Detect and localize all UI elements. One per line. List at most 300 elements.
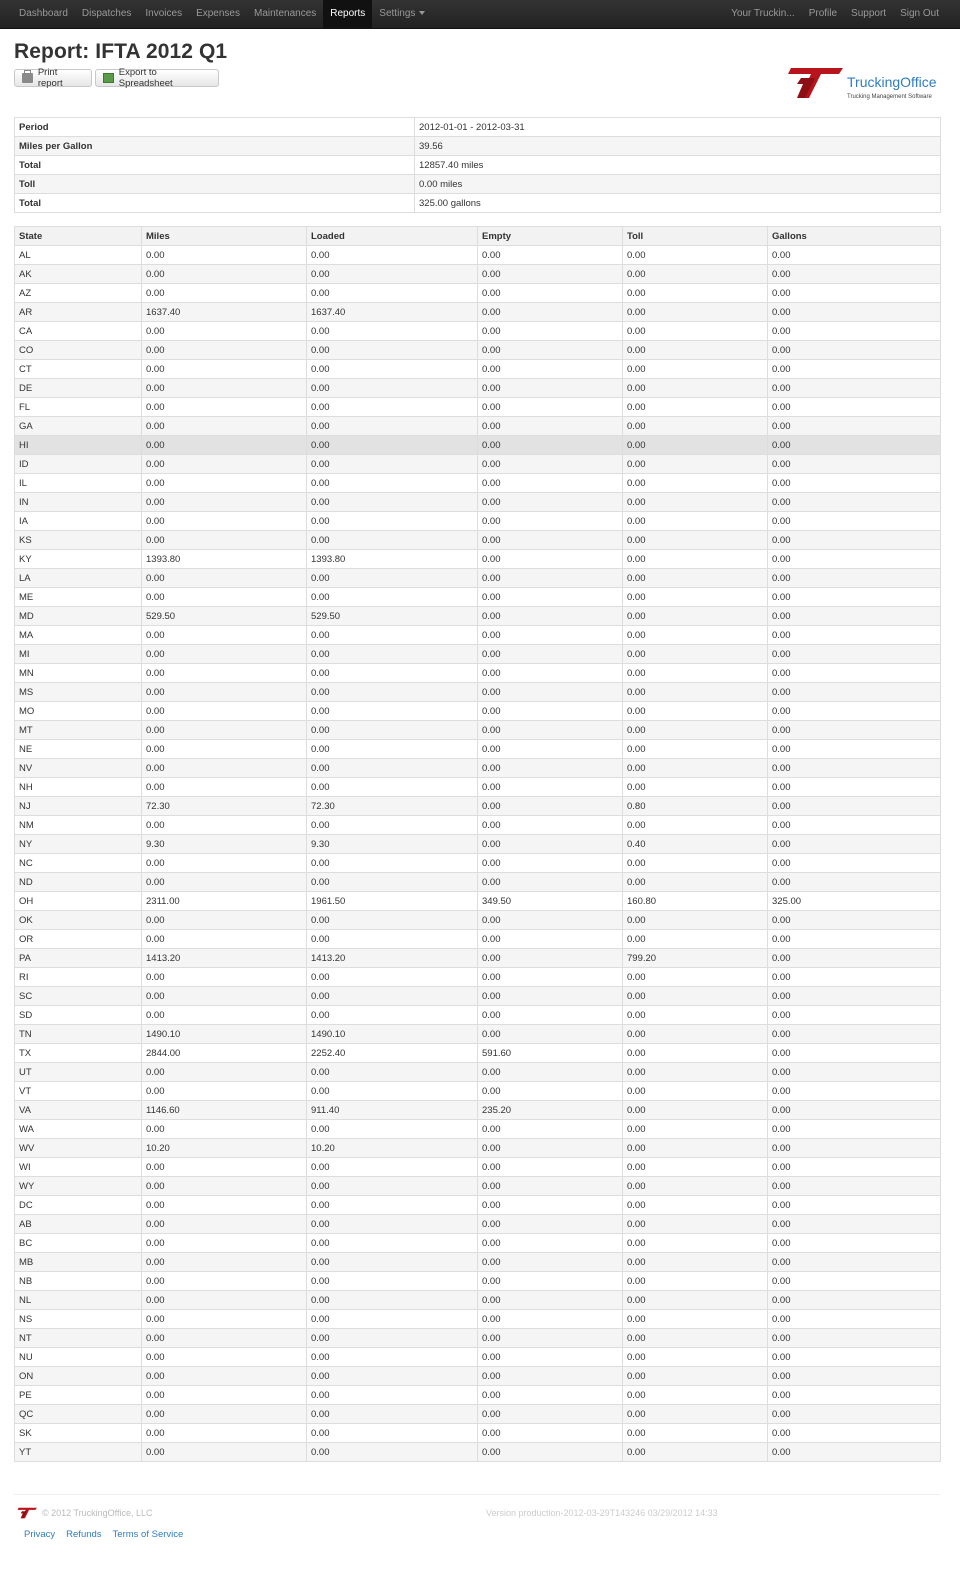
cell-toll: 0.00 bbox=[623, 1329, 768, 1348]
table-row bbox=[15, 759, 941, 778]
cell-toll: 0.00 bbox=[623, 1025, 768, 1044]
cell-state: NB bbox=[15, 1272, 142, 1291]
cell-loaded: 0.00 bbox=[307, 284, 478, 303]
cell-miles: 2311.00 bbox=[142, 892, 307, 911]
cell-toll: 0.00 bbox=[623, 930, 768, 949]
table-row bbox=[15, 1291, 941, 1310]
logo-mark-icon bbox=[785, 66, 845, 100]
nav-dashboard[interactable]: Dashboard bbox=[19, 8, 68, 19]
table-row bbox=[15, 892, 941, 911]
cell-empty: 0.00 bbox=[478, 835, 623, 854]
cell-state: KS bbox=[15, 531, 142, 550]
summary-label: Total bbox=[15, 194, 415, 213]
nav-support[interactable]: Support bbox=[851, 8, 887, 19]
table-row bbox=[15, 512, 941, 531]
cell-toll: 0.00 bbox=[623, 1234, 768, 1253]
cell-state: NH bbox=[15, 778, 142, 797]
cell-state: AR bbox=[15, 303, 142, 322]
cell-miles: 0.00 bbox=[142, 1367, 307, 1386]
cell-miles: 1413.20 bbox=[142, 949, 307, 968]
cell-gallons: 0.00 bbox=[768, 949, 941, 968]
cell-state: NM bbox=[15, 816, 142, 835]
nav-settings-dropdown[interactable] bbox=[372, 0, 432, 28]
cell-miles: 9.30 bbox=[142, 835, 307, 854]
summary-row bbox=[15, 175, 941, 194]
cell-miles: 0.00 bbox=[142, 417, 307, 436]
cell-toll: 0.00 bbox=[623, 740, 768, 759]
cell-state: SD bbox=[15, 1006, 142, 1025]
cell-miles: 0.00 bbox=[142, 683, 307, 702]
column-header-gallons: Gallons bbox=[768, 227, 941, 246]
cell-miles: 0.00 bbox=[142, 1082, 307, 1101]
cell-state: OR bbox=[15, 930, 142, 949]
cell-empty: 0.00 bbox=[478, 626, 623, 645]
table-row bbox=[15, 341, 941, 360]
cell-loaded: 0.00 bbox=[307, 626, 478, 645]
cell-miles: 1146.60 bbox=[142, 1101, 307, 1120]
table-row bbox=[15, 607, 941, 626]
cell-empty: 0.00 bbox=[478, 911, 623, 930]
cell-miles: 0.00 bbox=[142, 1291, 307, 1310]
cell-gallons: 0.00 bbox=[768, 1424, 941, 1443]
cell-gallons: 0.00 bbox=[768, 968, 941, 987]
cell-toll: 0.00 bbox=[623, 246, 768, 265]
cell-gallons: 0.00 bbox=[768, 797, 941, 816]
cell-miles: 0.00 bbox=[142, 474, 307, 493]
cell-loaded: 0.00 bbox=[307, 1386, 478, 1405]
cell-miles: 0.00 bbox=[142, 284, 307, 303]
cell-loaded: 0.00 bbox=[307, 1310, 478, 1329]
cell-loaded: 0.00 bbox=[307, 455, 478, 474]
cell-empty: 349.50 bbox=[478, 892, 623, 911]
cell-gallons: 0.00 bbox=[768, 626, 941, 645]
table-row bbox=[15, 322, 941, 341]
table-row bbox=[15, 1329, 941, 1348]
cell-state: NS bbox=[15, 1310, 142, 1329]
cell-miles: 0.00 bbox=[142, 512, 307, 531]
cell-miles: 1637.40 bbox=[142, 303, 307, 322]
cell-loaded: 0.00 bbox=[307, 417, 478, 436]
cell-miles: 0.00 bbox=[142, 1386, 307, 1405]
cell-loaded: 0.00 bbox=[307, 645, 478, 664]
cell-miles: 0.00 bbox=[142, 569, 307, 588]
cell-toll: 0.00 bbox=[623, 1120, 768, 1139]
footer-logo-icon bbox=[14, 1507, 40, 1519]
cell-empty: 0.00 bbox=[478, 1424, 623, 1443]
cell-gallons: 0.00 bbox=[768, 759, 941, 778]
cell-state: IA bbox=[15, 512, 142, 531]
table-row bbox=[15, 683, 941, 702]
table-row bbox=[15, 1044, 941, 1063]
table-row bbox=[15, 1272, 941, 1291]
table-row bbox=[15, 265, 941, 284]
print-report-button[interactable] bbox=[14, 69, 92, 87]
cell-toll: 0.00 bbox=[623, 1044, 768, 1063]
cell-miles: 0.00 bbox=[142, 1310, 307, 1329]
cell-gallons: 0.00 bbox=[768, 436, 941, 455]
cell-toll: 0.00 bbox=[623, 1272, 768, 1291]
cell-gallons: 0.00 bbox=[768, 987, 941, 1006]
cell-miles: 0.00 bbox=[142, 702, 307, 721]
cell-empty: 0.00 bbox=[478, 1006, 623, 1025]
cell-loaded: 0.00 bbox=[307, 854, 478, 873]
cell-loaded: 0.00 bbox=[307, 740, 478, 759]
cell-toll: 0.00 bbox=[623, 379, 768, 398]
cell-loaded: 0.00 bbox=[307, 436, 478, 455]
cell-gallons: 0.00 bbox=[768, 740, 941, 759]
cell-empty: 591.60 bbox=[478, 1044, 623, 1063]
cell-toll: 160.80 bbox=[623, 892, 768, 911]
summary-value: 325.00 gallons bbox=[415, 194, 941, 213]
cell-gallons: 0.00 bbox=[768, 531, 941, 550]
cell-toll: 0.00 bbox=[623, 1253, 768, 1272]
cell-gallons: 0.00 bbox=[768, 645, 941, 664]
cell-miles: 0.00 bbox=[142, 968, 307, 987]
cell-gallons: 0.00 bbox=[768, 1063, 941, 1082]
cell-state: VA bbox=[15, 1101, 142, 1120]
cell-empty: 0.00 bbox=[478, 474, 623, 493]
cell-loaded: 0.00 bbox=[307, 474, 478, 493]
cell-loaded: 72.30 bbox=[307, 797, 478, 816]
cell-gallons: 0.00 bbox=[768, 474, 941, 493]
cell-empty: 0.00 bbox=[478, 721, 623, 740]
cell-gallons: 0.00 bbox=[768, 1253, 941, 1272]
cell-gallons: 0.00 bbox=[768, 683, 941, 702]
cell-loaded: 0.00 bbox=[307, 1082, 478, 1101]
cell-loaded: 0.00 bbox=[307, 1120, 478, 1139]
cell-miles: 0.00 bbox=[142, 930, 307, 949]
cell-miles: 0.00 bbox=[142, 1063, 307, 1082]
summary-value: 2012-01-01 - 2012-03-31 bbox=[415, 118, 941, 137]
cell-miles: 0.00 bbox=[142, 759, 307, 778]
cell-state: MT bbox=[15, 721, 142, 740]
cell-loaded: 1637.40 bbox=[307, 303, 478, 322]
cell-gallons: 0.00 bbox=[768, 379, 941, 398]
cell-empty: 0.00 bbox=[478, 1272, 623, 1291]
cell-loaded: 0.00 bbox=[307, 664, 478, 683]
cell-miles: 0.00 bbox=[142, 588, 307, 607]
cell-toll: 0.00 bbox=[623, 1139, 768, 1158]
footer-copyright: © 2012 TruckingOffice, LLC bbox=[42, 1508, 153, 1518]
cell-miles: 0.00 bbox=[142, 1234, 307, 1253]
cell-empty: 0.00 bbox=[478, 588, 623, 607]
cell-state: MO bbox=[15, 702, 142, 721]
cell-miles: 72.30 bbox=[142, 797, 307, 816]
cell-loaded: 529.50 bbox=[307, 607, 478, 626]
logo-tagline: Trucking Management Software bbox=[847, 94, 932, 100]
cell-gallons: 0.00 bbox=[768, 778, 941, 797]
table-row bbox=[15, 1196, 941, 1215]
cell-loaded: 1961.50 bbox=[307, 892, 478, 911]
cell-state: IL bbox=[15, 474, 142, 493]
cell-state: IN bbox=[15, 493, 142, 512]
nav-invoices[interactable]: Invoices bbox=[145, 8, 183, 19]
cell-loaded: 0.00 bbox=[307, 816, 478, 835]
cell-toll: 0.00 bbox=[623, 1177, 768, 1196]
cell-miles: 0.00 bbox=[142, 1329, 307, 1348]
cell-miles: 0.00 bbox=[142, 455, 307, 474]
column-header-toll: Toll bbox=[623, 227, 768, 246]
printer-icon bbox=[22, 73, 33, 83]
cell-miles: 0.00 bbox=[142, 987, 307, 1006]
cell-state: MI bbox=[15, 645, 142, 664]
cell-state: ME bbox=[15, 588, 142, 607]
table-row bbox=[15, 778, 941, 797]
cell-toll: 0.00 bbox=[623, 1063, 768, 1082]
cell-empty: 0.00 bbox=[478, 1443, 623, 1462]
cell-loaded: 0.00 bbox=[307, 721, 478, 740]
footer-links bbox=[24, 1529, 183, 1540]
cell-miles: 0.00 bbox=[142, 436, 307, 455]
summary-label: Miles per Gallon bbox=[15, 137, 415, 156]
cell-state: AZ bbox=[15, 284, 142, 303]
cell-gallons: 0.00 bbox=[768, 1120, 941, 1139]
cell-loaded: 1393.80 bbox=[307, 550, 478, 569]
cell-state: NC bbox=[15, 854, 142, 873]
cell-miles: 10.20 bbox=[142, 1139, 307, 1158]
cell-loaded: 0.00 bbox=[307, 379, 478, 398]
cell-state: ON bbox=[15, 1367, 142, 1386]
cell-miles: 0.00 bbox=[142, 1215, 307, 1234]
table-row bbox=[15, 417, 941, 436]
cell-empty: 0.00 bbox=[478, 1405, 623, 1424]
cell-gallons: 0.00 bbox=[768, 607, 941, 626]
cell-toll: 0.00 bbox=[623, 683, 768, 702]
cell-toll: 0.00 bbox=[623, 512, 768, 531]
spreadsheet-icon bbox=[103, 73, 114, 83]
state-mileage-table bbox=[14, 226, 941, 1462]
cell-state: FL bbox=[15, 398, 142, 417]
nav-sign-out[interactable]: Sign Out bbox=[900, 8, 939, 19]
summary-value: 0.00 miles bbox=[415, 175, 941, 194]
cell-miles: 0.00 bbox=[142, 360, 307, 379]
cell-empty: 0.00 bbox=[478, 493, 623, 512]
cell-toll: 0.00 bbox=[623, 531, 768, 550]
cell-loaded: 0.00 bbox=[307, 1234, 478, 1253]
cell-state: PE bbox=[15, 1386, 142, 1405]
cell-toll: 0.00 bbox=[623, 1310, 768, 1329]
report-summary-table bbox=[14, 117, 941, 213]
cell-gallons: 0.00 bbox=[768, 1405, 941, 1424]
state-table-header-row bbox=[15, 227, 941, 246]
cell-toll: 0.00 bbox=[623, 417, 768, 436]
cell-loaded: 0.00 bbox=[307, 360, 478, 379]
cell-state: OK bbox=[15, 911, 142, 930]
cell-state: HI bbox=[15, 436, 142, 455]
cell-loaded: 0.00 bbox=[307, 1291, 478, 1310]
cell-empty: 0.00 bbox=[478, 683, 623, 702]
cell-gallons: 0.00 bbox=[768, 1443, 941, 1462]
nav-reports[interactable]: Reports bbox=[323, 0, 372, 28]
cell-gallons: 0.00 bbox=[768, 303, 941, 322]
footer-link-privacy[interactable]: Privacy bbox=[24, 1529, 56, 1540]
table-row bbox=[15, 303, 941, 322]
cell-miles: 0.00 bbox=[142, 740, 307, 759]
footer-version: Version production-2012-03-29T143246 03/29/2012 14:33 bbox=[486, 1508, 718, 1518]
cell-state: ND bbox=[15, 873, 142, 892]
trucking-office-logo[interactable] bbox=[785, 66, 945, 106]
cell-gallons: 0.00 bbox=[768, 1139, 941, 1158]
cell-loaded: 0.00 bbox=[307, 1443, 478, 1462]
cell-empty: 0.00 bbox=[478, 1063, 623, 1082]
cell-state: TN bbox=[15, 1025, 142, 1044]
cell-empty: 0.00 bbox=[478, 816, 623, 835]
cell-empty: 0.00 bbox=[478, 417, 623, 436]
cell-miles: 1393.80 bbox=[142, 550, 307, 569]
cell-empty: 0.00 bbox=[478, 379, 623, 398]
cell-state: TX bbox=[15, 1044, 142, 1063]
cell-state: MB bbox=[15, 1253, 142, 1272]
table-row bbox=[15, 284, 941, 303]
cell-gallons: 0.00 bbox=[768, 1177, 941, 1196]
cell-state: NU bbox=[15, 1348, 142, 1367]
export-spreadsheet-button[interactable] bbox=[95, 69, 219, 87]
table-row bbox=[15, 569, 941, 588]
cell-loaded: 0.00 bbox=[307, 1348, 478, 1367]
nav-maintenances[interactable]: Maintenances bbox=[254, 8, 317, 19]
footer-link-terms-of-service[interactable]: Terms of Service bbox=[112, 1529, 184, 1540]
nav-your-truckin[interactable]: Your Truckin... bbox=[731, 8, 795, 19]
summary-label: Toll bbox=[15, 175, 415, 194]
summary-label: Period bbox=[15, 118, 415, 137]
cell-toll: 0.00 bbox=[623, 1082, 768, 1101]
cell-loaded: 0.00 bbox=[307, 683, 478, 702]
cell-toll: 0.00 bbox=[623, 987, 768, 1006]
cell-gallons: 0.00 bbox=[768, 1006, 941, 1025]
cell-toll: 0.40 bbox=[623, 835, 768, 854]
cell-empty: 0.00 bbox=[478, 1348, 623, 1367]
cell-state: MS bbox=[15, 683, 142, 702]
table-row bbox=[15, 645, 941, 664]
table-row bbox=[15, 493, 941, 512]
cell-empty: 0.00 bbox=[478, 398, 623, 417]
cell-miles: 0.00 bbox=[142, 1120, 307, 1139]
cell-gallons: 0.00 bbox=[768, 721, 941, 740]
cell-empty: 0.00 bbox=[478, 1177, 623, 1196]
cell-loaded: 0.00 bbox=[307, 512, 478, 531]
cell-miles: 0.00 bbox=[142, 1006, 307, 1025]
cell-gallons: 0.00 bbox=[768, 911, 941, 930]
table-row bbox=[15, 1120, 941, 1139]
table-row bbox=[15, 1386, 941, 1405]
cell-miles: 0.00 bbox=[142, 645, 307, 664]
cell-toll: 0.00 bbox=[623, 322, 768, 341]
cell-state: PA bbox=[15, 949, 142, 968]
cell-empty: 0.00 bbox=[478, 664, 623, 683]
cell-empty: 0.00 bbox=[478, 1025, 623, 1044]
cell-state: CA bbox=[15, 322, 142, 341]
cell-toll: 0.00 bbox=[623, 550, 768, 569]
cell-empty: 0.00 bbox=[478, 949, 623, 968]
table-row bbox=[15, 797, 941, 816]
cell-toll: 0.00 bbox=[623, 626, 768, 645]
cell-loaded: 0.00 bbox=[307, 759, 478, 778]
cell-toll: 0.00 bbox=[623, 1196, 768, 1215]
table-row bbox=[15, 455, 941, 474]
cell-state: QC bbox=[15, 1405, 142, 1424]
table-row bbox=[15, 246, 941, 265]
table-row bbox=[15, 1006, 941, 1025]
cell-loaded: 0.00 bbox=[307, 569, 478, 588]
cell-empty: 0.00 bbox=[478, 284, 623, 303]
summary-row bbox=[15, 118, 941, 137]
cell-toll: 799.20 bbox=[623, 949, 768, 968]
cell-loaded: 0.00 bbox=[307, 968, 478, 987]
cell-gallons: 0.00 bbox=[768, 550, 941, 569]
table-row bbox=[15, 626, 941, 645]
nav-expenses[interactable]: Expenses bbox=[196, 8, 240, 19]
cell-loaded: 0.00 bbox=[307, 930, 478, 949]
cell-gallons: 0.00 bbox=[768, 816, 941, 835]
cell-gallons: 0.00 bbox=[768, 1082, 941, 1101]
footer-link-refunds[interactable]: Refunds bbox=[66, 1529, 102, 1540]
cell-loaded: 0.00 bbox=[307, 1424, 478, 1443]
cell-state: NV bbox=[15, 759, 142, 778]
summary-value: 12857.40 miles bbox=[415, 156, 941, 175]
cell-empty: 0.00 bbox=[478, 265, 623, 284]
cell-toll: 0.00 bbox=[623, 265, 768, 284]
cell-loaded: 0.00 bbox=[307, 1196, 478, 1215]
cell-loaded: 0.00 bbox=[307, 265, 478, 284]
cell-miles: 0.00 bbox=[142, 265, 307, 284]
column-header-loaded: Loaded bbox=[307, 227, 478, 246]
column-header-state: State bbox=[15, 227, 142, 246]
cell-gallons: 0.00 bbox=[768, 398, 941, 417]
cell-miles: 0.00 bbox=[142, 1348, 307, 1367]
cell-empty: 0.00 bbox=[478, 1329, 623, 1348]
cell-empty: 0.00 bbox=[478, 360, 623, 379]
cell-gallons: 0.00 bbox=[768, 835, 941, 854]
cell-toll: 0.00 bbox=[623, 816, 768, 835]
cell-toll: 0.00 bbox=[623, 778, 768, 797]
cell-toll: 0.00 bbox=[623, 360, 768, 379]
cell-empty: 0.00 bbox=[478, 341, 623, 360]
cell-loaded: 0.00 bbox=[307, 1215, 478, 1234]
cell-gallons: 0.00 bbox=[768, 265, 941, 284]
cell-toll: 0.00 bbox=[623, 588, 768, 607]
cell-toll: 0.00 bbox=[623, 436, 768, 455]
cell-loaded: 0.00 bbox=[307, 341, 478, 360]
cell-toll: 0.00 bbox=[623, 1424, 768, 1443]
table-row bbox=[15, 360, 941, 379]
summary-row bbox=[15, 156, 941, 175]
cell-state: DC bbox=[15, 1196, 142, 1215]
cell-empty: 0.00 bbox=[478, 854, 623, 873]
cell-miles: 529.50 bbox=[142, 607, 307, 626]
cell-loaded: 0.00 bbox=[307, 398, 478, 417]
cell-empty: 0.00 bbox=[478, 322, 623, 341]
table-row bbox=[15, 1158, 941, 1177]
table-row bbox=[15, 1424, 941, 1443]
cell-state: CO bbox=[15, 341, 142, 360]
cell-loaded: 0.00 bbox=[307, 588, 478, 607]
nav-profile[interactable]: Profile bbox=[808, 8, 838, 19]
table-row bbox=[15, 1177, 941, 1196]
cell-miles: 0.00 bbox=[142, 1405, 307, 1424]
cell-empty: 0.00 bbox=[478, 702, 623, 721]
cell-miles: 0.00 bbox=[142, 246, 307, 265]
table-row bbox=[15, 550, 941, 569]
table-row bbox=[15, 1405, 941, 1424]
column-header-empty: Empty bbox=[478, 227, 623, 246]
column-header-miles: Miles bbox=[142, 227, 307, 246]
nav-dispatches[interactable]: Dispatches bbox=[81, 8, 132, 19]
cell-toll: 0.00 bbox=[623, 1291, 768, 1310]
cell-toll: 0.00 bbox=[623, 645, 768, 664]
cell-loaded: 0.00 bbox=[307, 987, 478, 1006]
cell-empty: 0.00 bbox=[478, 1253, 623, 1272]
cell-loaded: 0.00 bbox=[307, 1405, 478, 1424]
